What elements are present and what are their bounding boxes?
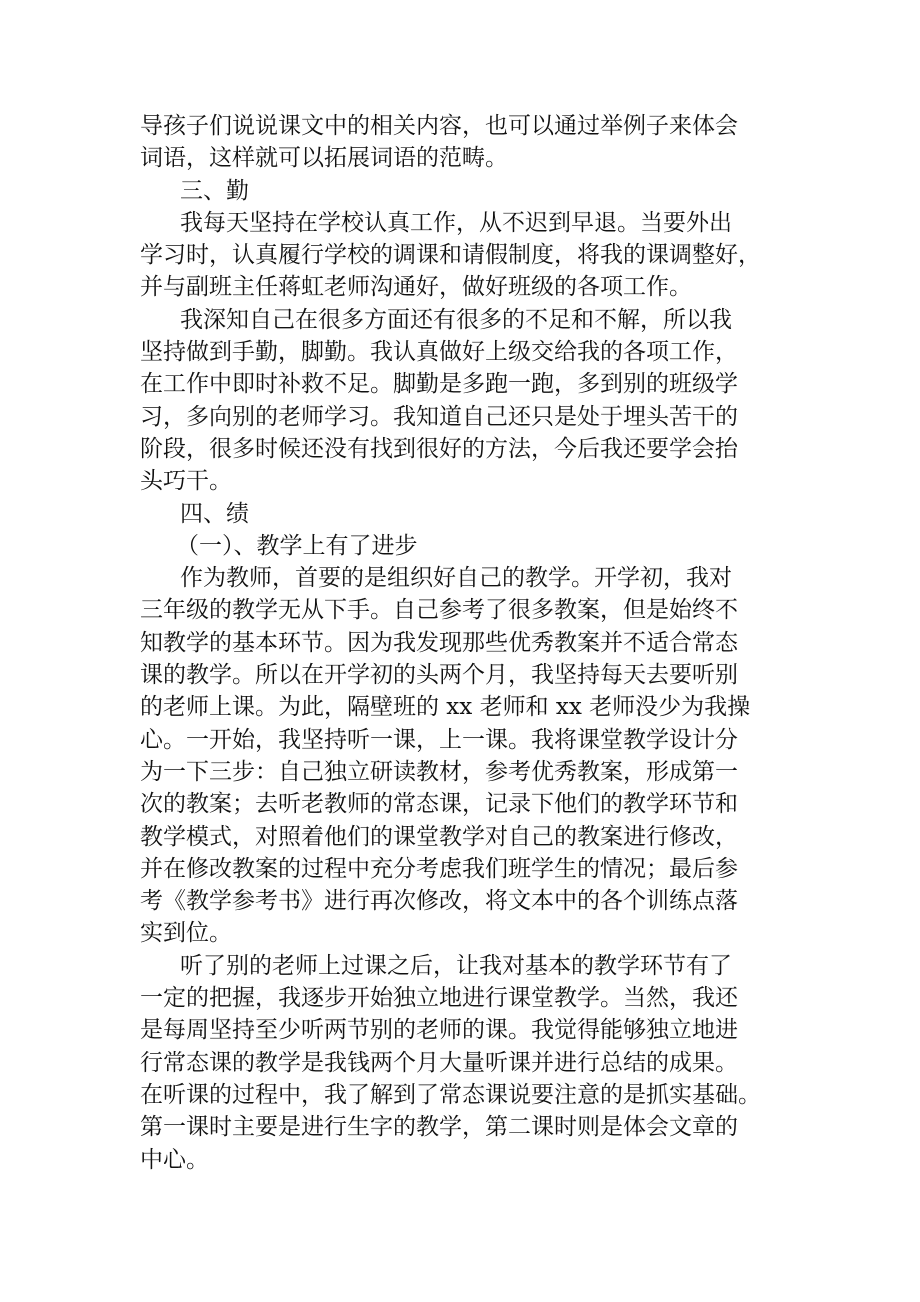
text-line: 行常态课的教学是我钱两个月大量听课并进行总结的成果。 (140, 1049, 738, 1076)
text-line: 教学模式，对照着他们的课堂教学对自己的教案进行修改， (140, 823, 738, 850)
text-line: 习，多向别的老师学习。我知道自己还只是处于埋头苦干的 (140, 403, 738, 430)
text-line: 听了别的老师上过课之后，让我对基本的教学环节有了 (180, 952, 732, 979)
section-heading: 三、勤 (180, 177, 249, 204)
text-line: 坚持做到手勤，脚勤。我认真做好上级交给我的各项工作， (140, 339, 738, 366)
section-heading: 四、绩 (180, 500, 249, 527)
text-line: 在听课的过程中，我了解到了常态课说要注意的是抓实基础。 (140, 1081, 761, 1108)
text-line: 为一下三步：自己独立研读教材，参考优秀教案，形成第一 (140, 758, 738, 785)
document-page (140, 110, 788, 1176)
text-line: 在工作中即时补救不足。脚勤是多跑一跑，多到别的班级学 (140, 371, 738, 398)
text-line: 我深知自己在很多方面还有很多的不足和不解，所以我 (180, 306, 732, 333)
text-line: 实到位。 (140, 920, 232, 947)
text-line: 次的教案；去听老教师的常态课，记录下他们的教学环节和 (140, 791, 738, 818)
text-line: 并在修改教案的过程中充分考虑我们班学生的情况；最后参 (140, 855, 738, 882)
text-line: 心。一开始，我坚持听一课，上一课。我将课堂教学设计分 (140, 726, 738, 753)
subsection-heading: （一）、教学上有了进步 (176, 532, 418, 559)
text-line: 知教学的基本环节。因为我发现那些优秀教案并不适合常态 (140, 629, 738, 656)
text-line: 三年级的教学无从下手。自己参考了很多教案，但是始终不 (140, 597, 738, 624)
text-line: 是每周坚持至少听两节别的老师的课。我觉得能够独立地进 (140, 1017, 738, 1044)
text-line: 我每天坚持在学校认真工作，从不迟到早退。当要外出 (180, 209, 732, 236)
text-line: 第一课时主要是进行生字的教学，第二课时则是体会文章的 (140, 1114, 738, 1141)
text-line: 导孩子们说说课文中的相关内容，也可以通过举例子来体会 (140, 113, 738, 139)
text-line: 头巧干。 (140, 468, 232, 495)
text-line: 阶段，很多时候还没有找到很好的方法，今后我还要学会抬 (140, 435, 738, 462)
text-line: 作为教师，首要的是组织好自己的教学。开学初，我对 (180, 565, 732, 592)
text-line: 并与副班主任蒋虹老师沟通好，做好班级的各项工作。 (140, 274, 692, 301)
text-line: 一定的把握，我逐步开始独立地进行课堂教学。当然，我还 (140, 985, 738, 1012)
text-line: 中心。 (140, 1146, 209, 1173)
text-line: 词语，这样就可以拓展词语的范畴。 (140, 145, 508, 172)
text-line: 的老师上课。为此，隔壁班的 xx 老师和 xx 老师没少为我操 (140, 694, 751, 721)
text-line: 学习时，认真履行学校的调课和请假制度，将我的课调整好， (140, 242, 761, 269)
text-line: 考《教学参考书》进行再次修改，将文本中的各个训练点落 (140, 888, 738, 915)
text-line: 课的教学。所以在开学初的头两个月，我坚持每天去要听别 (140, 662, 738, 689)
